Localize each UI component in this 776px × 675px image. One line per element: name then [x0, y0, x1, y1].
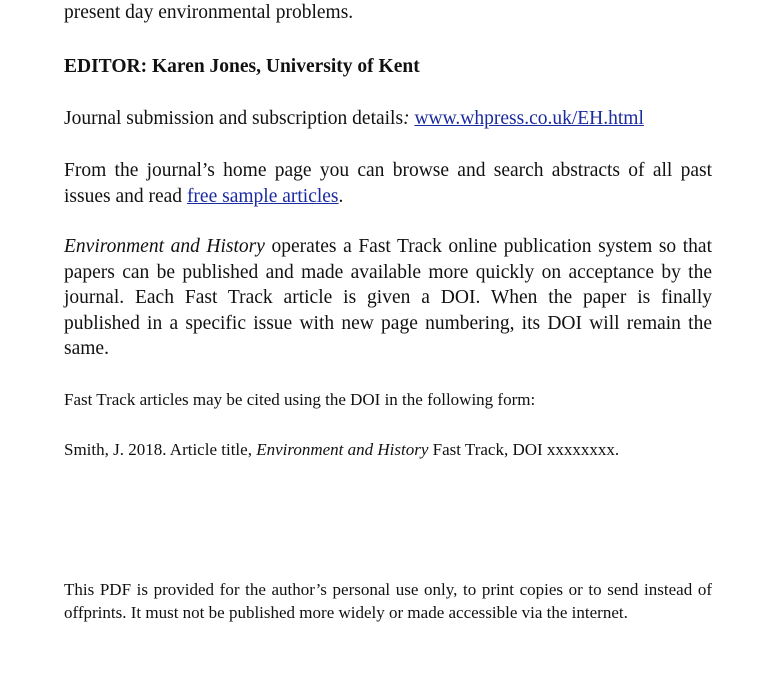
citation-after: Fast Track, DOI xxxxxxxx.: [428, 440, 620, 459]
citation-before: Smith, J. 2018. Article title,: [64, 440, 257, 459]
free-sample-articles-link[interactable]: free sample articles: [186, 185, 339, 207]
submission-paragraph: [64, 106, 712, 132]
citation-example: [64, 438, 712, 461]
usage-notice-text: This PDF is provided for the author’s personal use only, to print copies or to send instead of offprints. It must not be published more widely or made accessible via the internet.: [64, 580, 712, 622]
editor-text: EDITOR: Karen Jones, University of Kent: [64, 56, 420, 77]
homepage-text: From the journal’s home page you can browse and search abstracts of all past issues and read: [64, 160, 712, 207]
citation-intro: [64, 388, 712, 411]
submission-text: Journal submission and subscription details: [64, 108, 404, 129]
intro-tail-paragraph: [64, 0, 712, 26]
submission-colon: :: [403, 108, 410, 129]
homepage-paragraph: [64, 158, 712, 209]
journal-name: Environment and History: [64, 236, 265, 257]
citation-intro-text: Fast Track articles may be cited using the DOI in the following form:: [64, 390, 536, 409]
intro-tail-text: present day environmental problems.: [64, 2, 354, 23]
homepage-text-end: .: [338, 185, 344, 207]
editor-line: [64, 54, 712, 80]
fast-track-text: operates a Fast Track online publication system so that papers can be published and made available more quickly on acceptance by the journal. Each Fast Track article is given a DOI. When the paper is finally published in a specific issue with new page numbering, its DOI will remain the same.: [64, 236, 712, 359]
citation-journal-name: Environment and History: [256, 440, 429, 459]
journal-website-link[interactable]: www.whpress.co.uk/EH.html: [414, 108, 644, 129]
fast-track-paragraph: [64, 234, 712, 362]
usage-notice: [64, 578, 712, 624]
